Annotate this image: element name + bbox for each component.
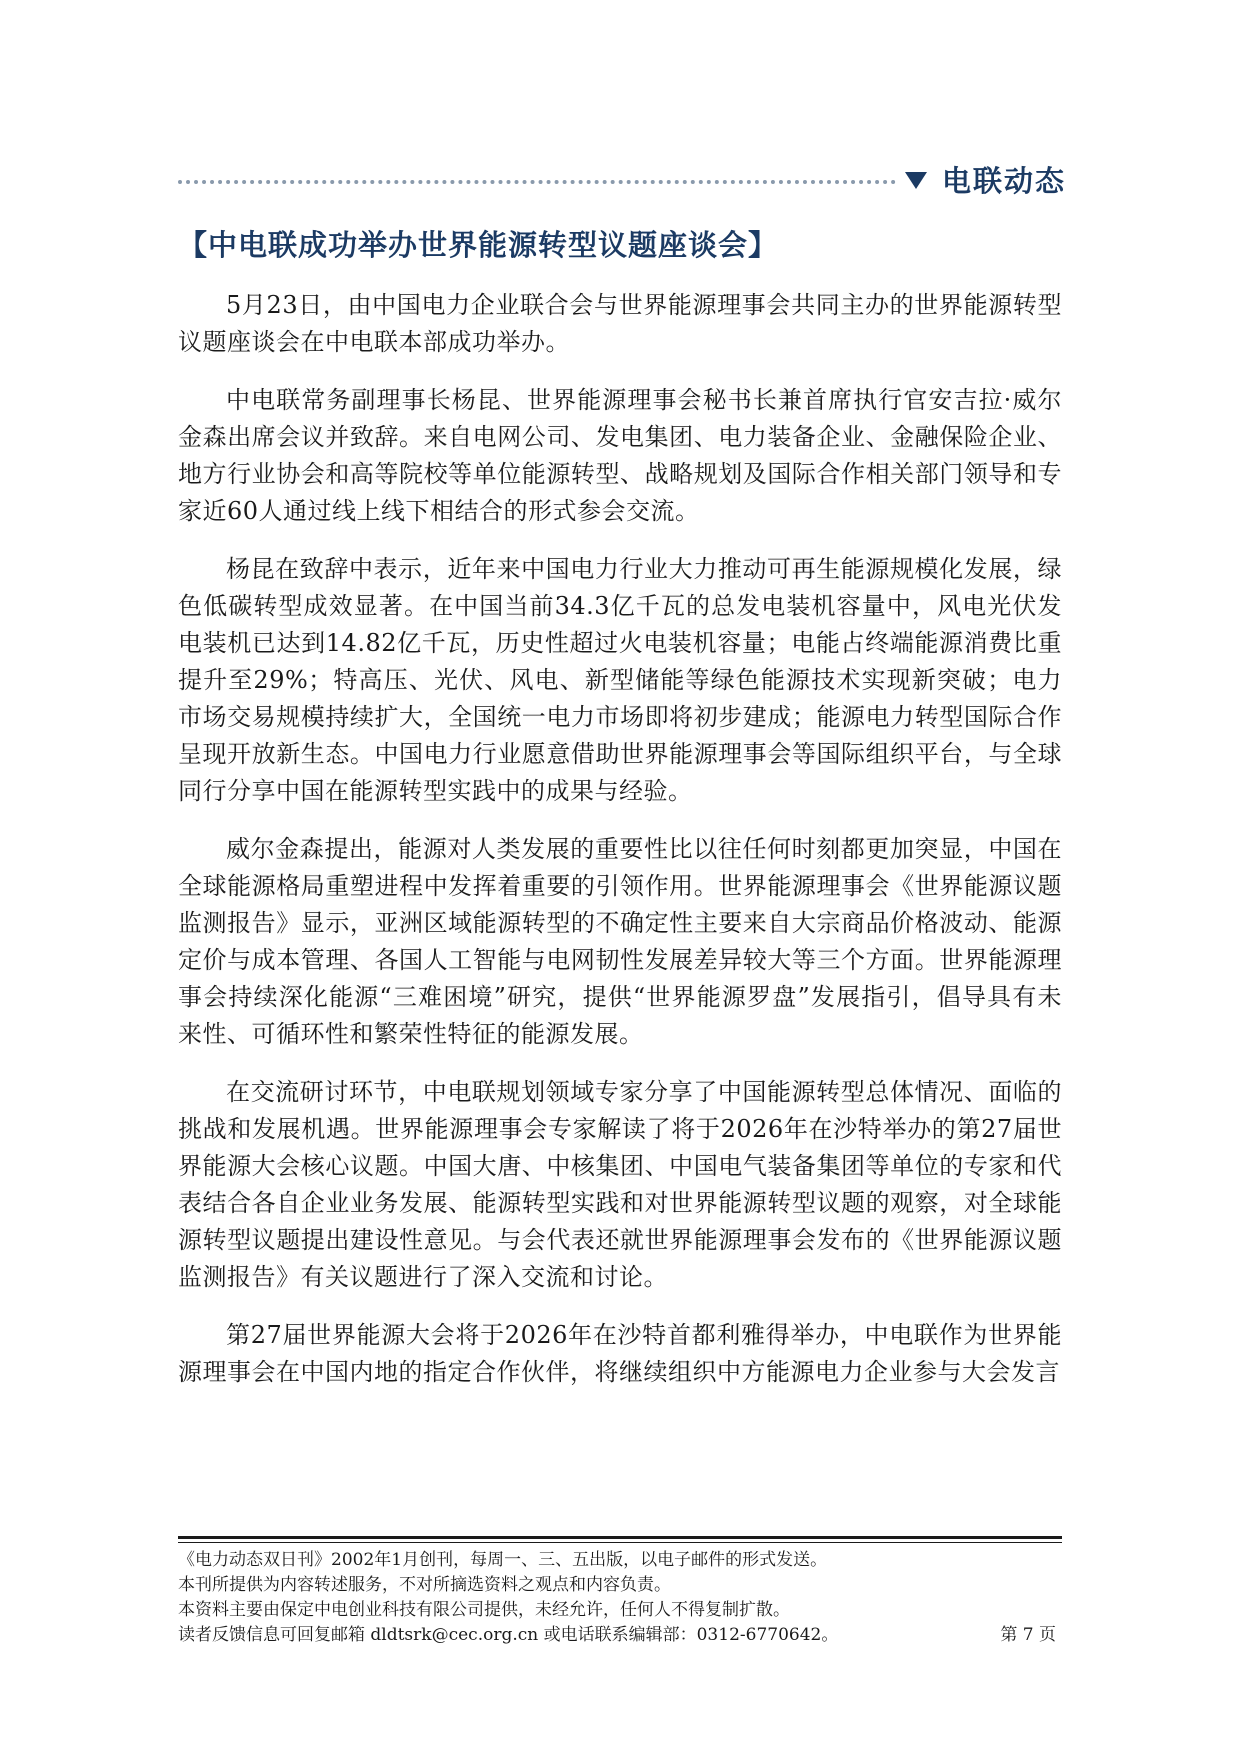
down-triangle-icon: [905, 172, 927, 189]
footer-disclaimer: 本刊所提供为内容转述服务，不对所摘选资料之观点和内容负责。: [178, 1575, 671, 1595]
footer-divider-thick: [178, 1536, 1062, 1539]
paragraph: 威尔金森提出，能源对人类发展的重要性比以往任何时刻都更加突显，中国在全球能源格局重塑进程中发挥着重要的引领作用。世界能源理事会《世界能源议题监测报告》显示，亚洲区域能源转型的不确定性主要来自大宗商品价格波动、能源定价与成本管理、各国人工智能与电网韧性发展差异较大等三个方面。世界能源理事会持续深化能源“三难困境”研究，提供“世界能源罗盘”发展指引，倡导具有未来性、可循环性和繁荣性特征的能源发展。: [178, 835, 1062, 1048]
footer-publication-note: 《电力动态双日刊》2002年1月创刊，每周一、三、五出版，以电子邮件的形式发送。: [178, 1550, 828, 1570]
paragraph: 杨昆在致辞中表示，近年来中国电力行业大力推动可再生能源规模化发展，绿色低碳转型成效显著。在中国当前34.3亿千瓦的总发电装机容量中，风电光伏发电装机已达到14.82亿千瓦，历史性超过火电装机容量；电能占终端能源消费比重提升至29%；特高压、光伏、风电、新型储能等绿色能源技术实现新突破；电力市场交易规模持续扩大，全国统一电力市场即将初步建成；能源电力转型国际合作呈现开放新生态。中国电力行业愿意借助世界能源理事会等国际组织平台，与全球同行分享中国在能源转型实践中的成果与经验。: [178, 555, 1062, 805]
paragraph: 5月23日，由中国电力企业联合会与世界能源理事会共同主办的世界能源转型议题座谈会在中电联本部成功举办。: [178, 291, 1062, 356]
article-title: 【中电联成功举办世界能源转型议题座谈会】: [178, 228, 779, 262]
footer-copyright: 本资料主要由保定中电创业科技有限公司提供，未经允许，任何人不得复制扩散。: [178, 1600, 790, 1620]
footer-divider-thin: [178, 1542, 1062, 1543]
section-title: 电联动态: [942, 164, 1067, 198]
footer: [178, 1548, 1062, 1648]
footer-contact-row: [178, 1623, 1062, 1648]
header-dotted-rule: [178, 180, 896, 184]
page-number: 第 7 页: [1000, 1625, 1056, 1645]
footer-contact: 读者反馈信息可回复邮箱 dldtsrk@cec.org.cn 或电话联系编辑部：0312-6770642。: [178, 1625, 839, 1645]
article-body: [178, 287, 1062, 1412]
paragraph: 第27届世界能源大会将于2026年在沙特首都利雅得举办，中电联作为世界能源理事会在中国内地的指定合作伙伴，将继续组织中方能源电力企业参与大会发言: [178, 1321, 1062, 1386]
paragraph: 在交流研讨环节，中电联规划领域专家分享了中国能源转型总体情况、面临的挑战和发展机遇。世界能源理事会专家解读了将于2026年在沙特举办的第27届世界能源大会核心议题。中国大唐、中核集团、中国电气装备集团等单位的专家和代表结合各自企业业务发展、能源转型实践和对世界能源转型议题的观察，对全球能源转型议题提出建设性意见。与会代表还就世界能源理事会发布的《世界能源议题监测报告》有关议题进行了深入交流和讨论。: [178, 1078, 1062, 1291]
paragraph: 中电联常务副理事长杨昆、世界能源理事会秘书长兼首席执行官安吉拉·威尔金森出席会议并致辞。来自电网公司、发电集团、电力装备企业、金融保险企业、地方行业协会和高等院校等单位能源转型、战略规划及国际合作相关部门领导和专家近60人通过线上线下相结合的形式参会交流。: [178, 386, 1062, 525]
